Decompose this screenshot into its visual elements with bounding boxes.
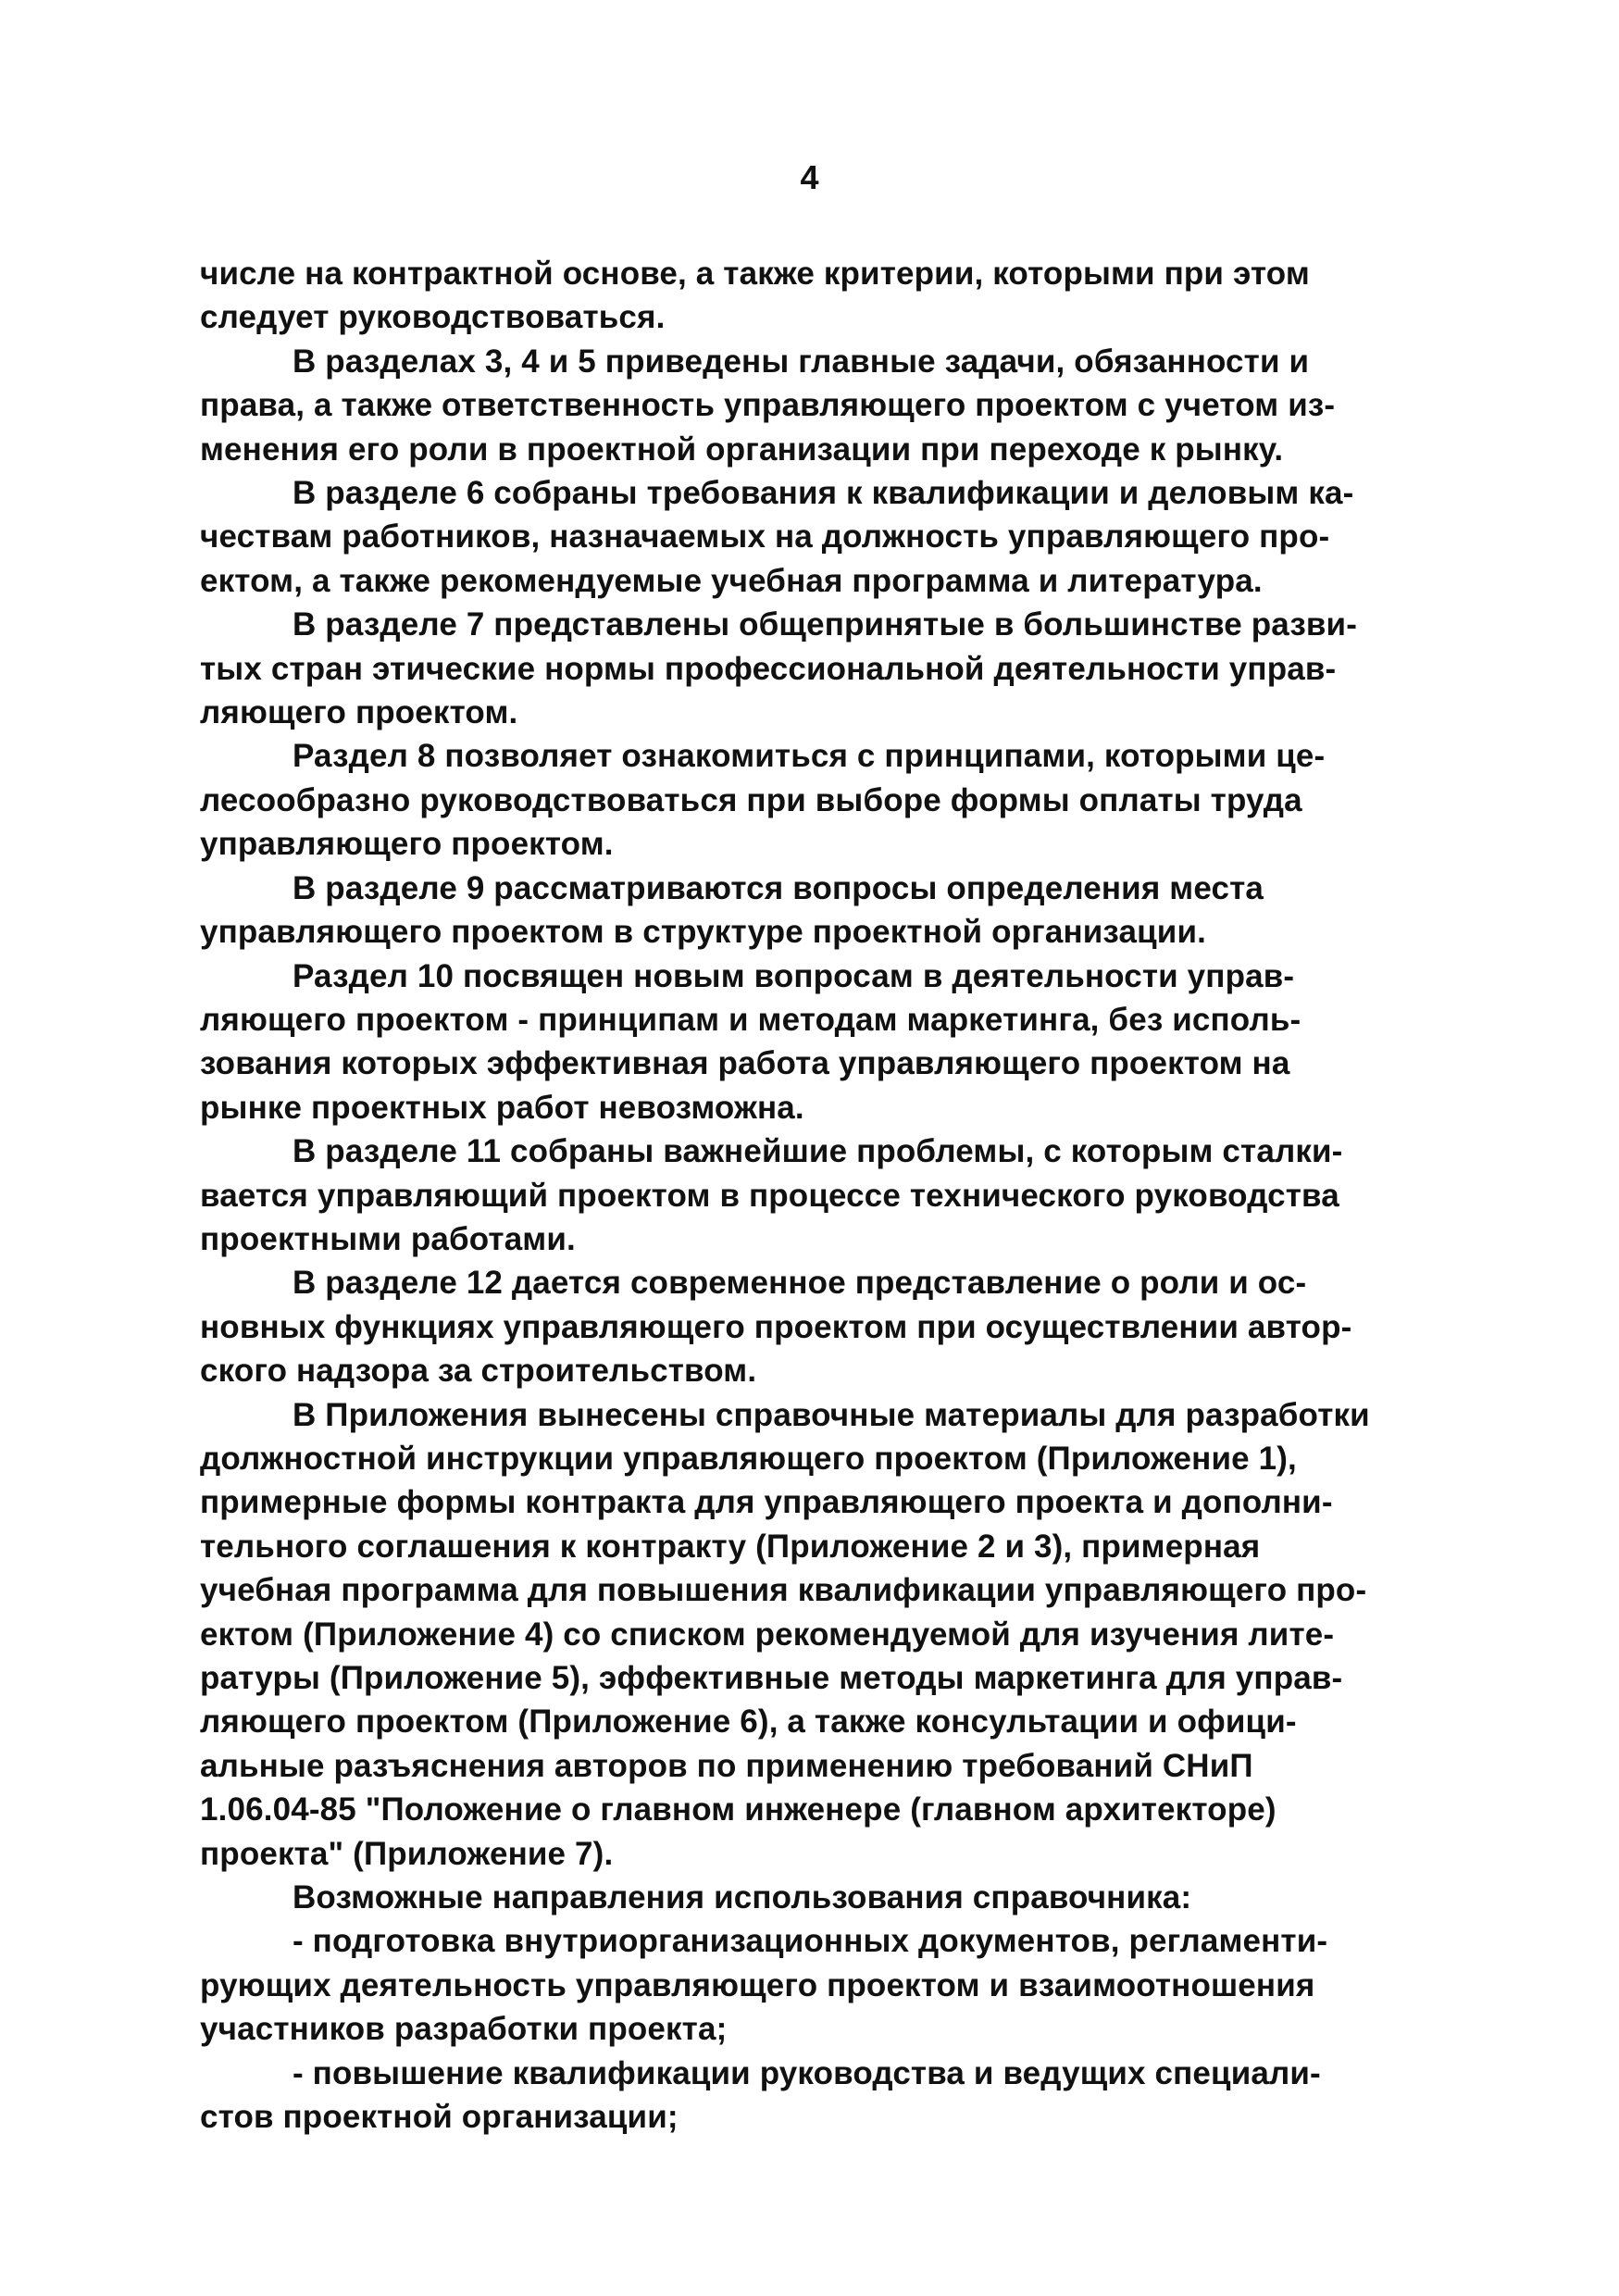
paragraph: [200, 471, 1422, 603]
text-line: новных функциях управляющего проектом при осуществлении автор-: [200, 1308, 1352, 1345]
text-line: рующих деятельность управляющего проектом и взаимоотношения: [200, 1966, 1315, 2003]
text-line: проекта" (Приложение 7).: [200, 1835, 614, 1872]
paragraph: [200, 1129, 1422, 1261]
text-line: - повышение квалификации руководства и ведущих специали-: [293, 2054, 1321, 2091]
text-line: управляющего проектом.: [200, 826, 614, 863]
paragraph: [200, 1261, 1422, 1392]
paragraph: [200, 1876, 1422, 1919]
paragraph: [200, 2052, 1422, 2140]
text-line: Возможные направления использования справочника:: [293, 1879, 1192, 1916]
text-line: В Приложения вынесены справочные материалы для разработки: [293, 1396, 1370, 1433]
text-line: В разделе 6 собраны требования к квалификации и деловым ка-: [293, 475, 1354, 512]
text-line: примерные формы контракта для управляющего проекта и дополни-: [200, 1484, 1333, 1521]
text-line: проектными работами.: [200, 1220, 576, 1257]
text-line: ектом, а также рекомендуемые учебная программа и литература.: [200, 562, 1263, 599]
page-number: 4: [800, 158, 819, 196]
text-line: В разделе 11 собраны важнейшие проблемы, с которым сталки-: [293, 1133, 1343, 1170]
text-line: числе на контрактной основе, а также критерии, которыми при этом: [200, 256, 1310, 292]
text-line: - подготовка внутриорганизационных документов, регламенти-: [293, 1923, 1328, 1960]
paragraph: [200, 340, 1422, 471]
paragraph: [200, 1919, 1422, 2051]
body-text: [200, 252, 1422, 2139]
text-line: ского надзора за строительством.: [200, 1353, 757, 1390]
text-line: ляющего проектом - принципам и методам маркетинга, без исполь-: [200, 1001, 1301, 1038]
paragraph: [200, 955, 1422, 1130]
text-line: В разделе 12 дается современное представление о роли и ос-: [293, 1265, 1307, 1302]
text-line: должностной инструкции управляющего проектом (Приложение 1),: [200, 1440, 1297, 1477]
text-line: В разделе 9 рассматриваются вопросы определения места: [293, 869, 1264, 906]
text-line: альные разъяснения авторов по применению требований СНиП: [200, 1747, 1253, 1784]
text-line: тых стран этические нормы профессиональной деятельности управ-: [200, 650, 1337, 687]
paragraph: [200, 867, 1422, 955]
text-line: В разделах 3, 4 и 5 приведены главные задачи, обязанности и: [293, 343, 1310, 380]
text-line: ляющего проектом.: [200, 694, 518, 731]
text-line: тельного соглашения к контракту (Приложение 2 и 3), примерная: [200, 1528, 1261, 1565]
text-line: ляющего проектом (Приложение 6), а также консультации и офици-: [200, 1703, 1297, 1741]
text-line: 1.06.04-85 "Положение о главном инженере (главном архитекторе): [200, 1791, 1277, 1828]
text-line: ратуры (Приложение 5), эффективные методы маркетинга для управ-: [200, 1660, 1343, 1696]
text-line: управляющего проектом в структуре проектной организации.: [200, 914, 1207, 951]
text-line: права, а также ответственность управляющего проектом с учетом из-: [200, 387, 1336, 424]
text-line: менения его роли в проектной организации при переходе к рынку.: [200, 430, 1284, 468]
text-line: вается управляющий проектом в процессе технического руководства: [200, 1177, 1339, 1214]
text-line: рынке проектных работ невозможна.: [200, 1089, 804, 1126]
paragraph: [200, 252, 1422, 340]
text-line: зования которых эффективная работа управляющего проектом на: [200, 1045, 1290, 1082]
paragraph: [200, 734, 1422, 866]
paragraph: [200, 603, 1422, 734]
text-line: чествам работников, назначаемых на должность управляющего про-: [200, 518, 1330, 555]
text-line: Раздел 8 позволяет ознакомиться с принципами, которыми це-: [293, 738, 1326, 775]
text-line: учебная программа для повышения квалификации управляющего про-: [200, 1572, 1367, 1609]
text-line: Раздел 10 посвящен новым вопросам в деятельности управ-: [293, 957, 1295, 994]
text-line: участников разработки проекта;: [200, 2011, 728, 2048]
text-line: ектом (Приложение 4) со списком рекомендуемой для изучения лите-: [200, 1616, 1335, 1653]
text-line: лесообразно руководствоваться при выборе формы оплаты труда: [200, 781, 1302, 818]
text-line: стов проектной организации;: [200, 2099, 679, 2136]
paragraph: [200, 1393, 1422, 1876]
text-line: В разделе 7 представлены общепринятые в большинстве разви-: [293, 606, 1358, 643]
text-line: следует руководствоваться.: [200, 299, 666, 336]
